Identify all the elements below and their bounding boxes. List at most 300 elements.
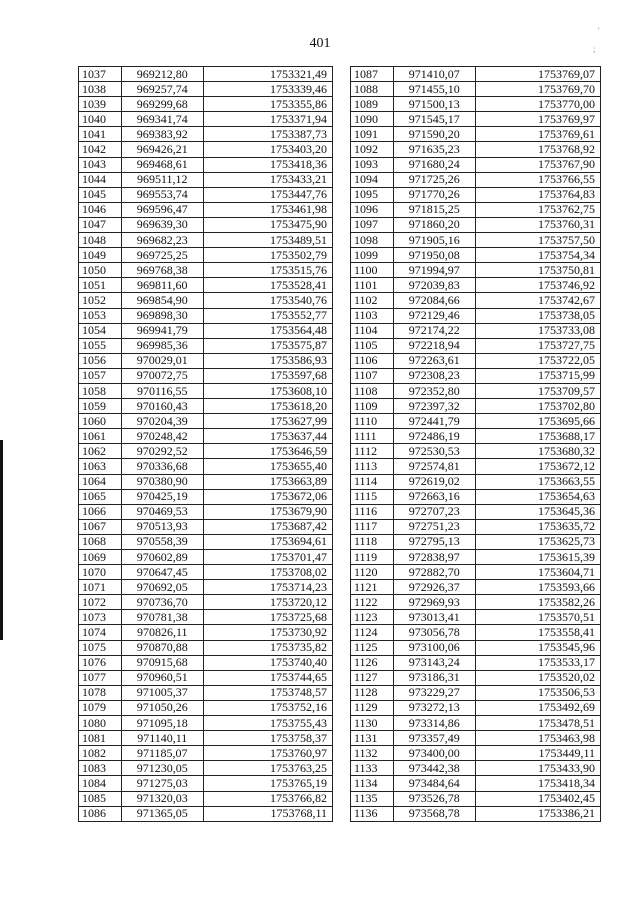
x-coordinate-cell: 971590,20	[393, 127, 475, 142]
x-coordinate-cell: 972397,32	[393, 399, 475, 414]
x-coordinate-cell: 971950,08	[393, 248, 475, 263]
y-coordinate-cell: 1753727,75	[475, 338, 600, 353]
table-row	[79, 383, 333, 398]
point-number-cell: 1070	[79, 565, 122, 580]
table-row	[79, 761, 333, 776]
y-coordinate-cell: 1753575,87	[203, 338, 332, 353]
y-coordinate-cell: 1753463,98	[475, 731, 600, 746]
table-row	[79, 550, 333, 565]
table-row	[79, 670, 333, 685]
point-number-cell: 1046	[79, 202, 122, 217]
point-number-cell: 1131	[351, 731, 394, 746]
y-coordinate-cell: 1753461,98	[203, 202, 332, 217]
table-row	[351, 791, 601, 806]
table-row	[351, 640, 601, 655]
table-row	[79, 504, 333, 519]
table-row	[79, 776, 333, 791]
point-number-cell: 1086	[79, 806, 122, 821]
y-coordinate-cell: 1753355,86	[203, 97, 332, 112]
x-coordinate-cell: 970915,68	[121, 655, 203, 670]
y-coordinate-cell: 1753768,92	[475, 142, 600, 157]
x-coordinate-cell: 971994,97	[393, 263, 475, 278]
point-number-cell: 1121	[351, 580, 394, 595]
point-number-cell: 1045	[79, 187, 122, 202]
x-coordinate-cell: 969639,30	[121, 217, 203, 232]
point-number-cell: 1075	[79, 640, 122, 655]
y-coordinate-cell: 1753687,42	[203, 519, 332, 534]
x-coordinate-cell: 971230,05	[121, 761, 203, 776]
x-coordinate-cell: 969768,38	[121, 263, 203, 278]
y-coordinate-cell: 1753720,12	[203, 595, 332, 610]
table-row	[351, 127, 601, 142]
point-number-cell: 1099	[351, 248, 394, 263]
y-coordinate-cell: 1753533,17	[475, 655, 600, 670]
y-coordinate-cell: 1753604,71	[475, 565, 600, 580]
point-number-cell: 1128	[351, 685, 394, 700]
point-number-cell: 1106	[351, 353, 394, 368]
point-number-cell: 1103	[351, 308, 394, 323]
y-coordinate-cell: 1753593,66	[475, 580, 600, 595]
table-row	[351, 700, 601, 715]
x-coordinate-cell: 969468,61	[121, 157, 203, 172]
table-row	[351, 263, 601, 278]
y-coordinate-cell: 1753766,55	[475, 172, 600, 187]
table-row	[351, 534, 601, 549]
x-coordinate-cell: 972129,46	[393, 308, 475, 323]
point-number-cell: 1062	[79, 444, 122, 459]
table-row	[79, 248, 333, 263]
table-row	[351, 731, 601, 746]
point-number-cell: 1116	[351, 504, 394, 519]
x-coordinate-cell: 971545,17	[393, 112, 475, 127]
table-row	[351, 82, 601, 97]
x-coordinate-cell: 969299,68	[121, 97, 203, 112]
y-coordinate-cell: 1753709,57	[475, 383, 600, 398]
point-number-cell: 1060	[79, 414, 122, 429]
y-coordinate-cell: 1753645,36	[475, 504, 600, 519]
table-row	[79, 278, 333, 293]
y-coordinate-cell: 1753770,00	[475, 97, 600, 112]
point-number-cell: 1073	[79, 610, 122, 625]
table-row	[79, 534, 333, 549]
x-coordinate-cell: 970960,51	[121, 670, 203, 685]
x-coordinate-cell: 972218,94	[393, 338, 475, 353]
x-coordinate-cell: 969985,36	[121, 338, 203, 353]
point-number-cell: 1084	[79, 776, 122, 791]
point-number-cell: 1129	[351, 700, 394, 715]
table-row	[79, 323, 333, 338]
y-coordinate-cell: 1753663,55	[475, 474, 600, 489]
table-row	[79, 338, 333, 353]
y-coordinate-cell: 1753760,31	[475, 217, 600, 232]
y-coordinate-cell: 1753635,72	[475, 519, 600, 534]
x-coordinate-cell: 972308,23	[393, 368, 475, 383]
y-coordinate-cell: 1753769,97	[475, 112, 600, 127]
point-number-cell: 1053	[79, 308, 122, 323]
x-coordinate-cell: 972882,70	[393, 565, 475, 580]
x-coordinate-cell: 970513,93	[121, 519, 203, 534]
x-coordinate-cell: 969854,90	[121, 293, 203, 308]
point-number-cell: 1043	[79, 157, 122, 172]
y-coordinate-cell: 1753570,51	[475, 610, 600, 625]
x-coordinate-cell: 973568,78	[393, 806, 475, 821]
table-row	[351, 248, 601, 263]
y-coordinate-cell: 1753730,92	[203, 625, 332, 640]
point-number-cell: 1068	[79, 534, 122, 549]
table-row	[79, 293, 333, 308]
point-number-cell: 1088	[351, 82, 394, 97]
y-coordinate-cell: 1753750,81	[475, 263, 600, 278]
y-coordinate-cell: 1753748,57	[203, 685, 332, 700]
y-coordinate-cell: 1753528,41	[203, 278, 332, 293]
y-coordinate-cell: 1753758,37	[203, 731, 332, 746]
y-coordinate-cell: 1753733,08	[475, 323, 600, 338]
point-number-cell: 1136	[351, 806, 394, 821]
x-coordinate-cell: 972486,19	[393, 429, 475, 444]
point-number-cell: 1076	[79, 655, 122, 670]
y-coordinate-cell: 1753637,44	[203, 429, 332, 444]
y-coordinate-cell: 1753680,32	[475, 444, 600, 459]
table-row	[351, 157, 601, 172]
point-number-cell: 1085	[79, 791, 122, 806]
table-row	[79, 519, 333, 534]
x-coordinate-cell: 971680,24	[393, 157, 475, 172]
table-row	[351, 519, 601, 534]
x-coordinate-cell: 972039,83	[393, 278, 475, 293]
point-number-cell: 1061	[79, 429, 122, 444]
table-row	[351, 187, 601, 202]
point-number-cell: 1058	[79, 383, 122, 398]
table-row	[79, 233, 333, 248]
y-coordinate-cell: 1753433,21	[203, 172, 332, 187]
x-coordinate-cell: 973229,27	[393, 685, 475, 700]
point-number-cell: 1077	[79, 670, 122, 685]
x-coordinate-cell: 970204,39	[121, 414, 203, 429]
point-number-cell: 1078	[79, 685, 122, 700]
table-row	[351, 368, 601, 383]
point-number-cell: 1069	[79, 550, 122, 565]
y-coordinate-cell: 1753766,82	[203, 791, 332, 806]
x-coordinate-cell: 973013,41	[393, 610, 475, 625]
table-row	[79, 157, 333, 172]
point-number-cell: 1126	[351, 655, 394, 670]
table-row	[351, 429, 601, 444]
table-row	[351, 625, 601, 640]
y-coordinate-cell: 1753768,11	[203, 806, 332, 821]
table-row	[351, 338, 601, 353]
x-coordinate-cell: 969383,92	[121, 127, 203, 142]
x-coordinate-cell: 972530,53	[393, 444, 475, 459]
y-coordinate-cell: 1753702,80	[475, 399, 600, 414]
table-row	[79, 791, 333, 806]
x-coordinate-cell: 969212,80	[121, 67, 203, 82]
table-row	[79, 429, 333, 444]
x-coordinate-cell: 973484,64	[393, 776, 475, 791]
x-coordinate-cell: 970602,89	[121, 550, 203, 565]
table-row	[351, 293, 601, 308]
table-row	[79, 97, 333, 112]
point-number-cell: 1087	[351, 67, 394, 82]
y-coordinate-cell: 1753763,25	[203, 761, 332, 776]
point-number-cell: 1118	[351, 534, 394, 549]
table-row	[79, 414, 333, 429]
x-coordinate-cell: 972174,22	[393, 323, 475, 338]
x-coordinate-cell: 970380,90	[121, 474, 203, 489]
x-coordinate-cell: 970336,68	[121, 459, 203, 474]
y-coordinate-cell: 1753608,10	[203, 383, 332, 398]
y-coordinate-cell: 1753586,93	[203, 353, 332, 368]
point-number-cell: 1120	[351, 565, 394, 580]
y-coordinate-cell: 1753679,90	[203, 504, 332, 519]
table-row	[351, 716, 601, 731]
table-row	[79, 716, 333, 731]
point-number-cell: 1110	[351, 414, 394, 429]
y-coordinate-cell: 1753746,92	[475, 278, 600, 293]
x-coordinate-cell: 970072,75	[121, 368, 203, 383]
x-coordinate-cell: 971770,26	[393, 187, 475, 202]
table-row	[79, 112, 333, 127]
table-row	[79, 700, 333, 715]
point-number-cell: 1134	[351, 776, 394, 791]
x-coordinate-cell: 971725,26	[393, 172, 475, 187]
y-coordinate-cell: 1753735,82	[203, 640, 332, 655]
point-number-cell: 1100	[351, 263, 394, 278]
x-coordinate-cell: 973357,49	[393, 731, 475, 746]
point-number-cell: 1041	[79, 127, 122, 142]
point-number-cell: 1048	[79, 233, 122, 248]
table-row	[351, 414, 601, 429]
y-coordinate-cell: 1753752,16	[203, 700, 332, 715]
table-row	[351, 233, 601, 248]
coordinates-table-left	[78, 66, 333, 822]
point-number-cell: 1072	[79, 595, 122, 610]
y-coordinate-cell: 1753475,90	[203, 217, 332, 232]
table-row	[79, 127, 333, 142]
y-coordinate-cell: 1753738,05	[475, 308, 600, 323]
point-number-cell: 1113	[351, 459, 394, 474]
table-row	[351, 323, 601, 338]
point-number-cell: 1125	[351, 640, 394, 655]
scan-speck: ;	[593, 44, 596, 54]
y-coordinate-cell: 1753725,68	[203, 610, 332, 625]
x-coordinate-cell: 973526,78	[393, 791, 475, 806]
point-number-cell: 1115	[351, 489, 394, 504]
x-coordinate-cell: 970736,70	[121, 595, 203, 610]
point-number-cell: 1119	[351, 550, 394, 565]
y-coordinate-cell: 1753506,53	[475, 685, 600, 700]
table-row	[79, 444, 333, 459]
x-coordinate-cell: 970425,19	[121, 489, 203, 504]
table-row	[79, 595, 333, 610]
y-coordinate-cell: 1753694,61	[203, 534, 332, 549]
table-row	[351, 489, 601, 504]
y-coordinate-cell: 1753755,43	[203, 716, 332, 731]
y-coordinate-cell: 1753418,36	[203, 157, 332, 172]
table-row	[79, 806, 333, 821]
x-coordinate-cell: 969725,25	[121, 248, 203, 263]
y-coordinate-cell: 1753663,89	[203, 474, 332, 489]
y-coordinate-cell: 1753339,46	[203, 82, 332, 97]
point-number-cell: 1098	[351, 233, 394, 248]
x-coordinate-cell: 971455,10	[393, 82, 475, 97]
y-coordinate-cell: 1753765,19	[203, 776, 332, 791]
table-row	[351, 670, 601, 685]
point-number-cell: 1132	[351, 746, 394, 761]
point-number-cell: 1074	[79, 625, 122, 640]
table-row	[79, 565, 333, 580]
x-coordinate-cell: 971050,26	[121, 700, 203, 715]
x-coordinate-cell: 972352,80	[393, 383, 475, 398]
x-coordinate-cell: 969682,23	[121, 233, 203, 248]
y-coordinate-cell: 1753386,21	[475, 806, 600, 821]
table-row	[351, 550, 601, 565]
point-number-cell: 1097	[351, 217, 394, 232]
table-row	[79, 746, 333, 761]
point-number-cell: 1135	[351, 791, 394, 806]
table-row	[351, 217, 601, 232]
point-number-cell: 1054	[79, 323, 122, 338]
x-coordinate-cell: 972926,37	[393, 580, 475, 595]
x-coordinate-cell: 969511,12	[121, 172, 203, 187]
point-number-cell: 1114	[351, 474, 394, 489]
y-coordinate-cell: 1753564,48	[203, 323, 332, 338]
table-row	[79, 67, 333, 82]
y-coordinate-cell: 1753760,97	[203, 746, 332, 761]
y-coordinate-cell: 1753708,02	[203, 565, 332, 580]
y-coordinate-cell: 1753769,61	[475, 127, 600, 142]
table-row	[351, 610, 601, 625]
table-row	[79, 142, 333, 157]
table-row	[79, 625, 333, 640]
y-coordinate-cell: 1753672,06	[203, 489, 332, 504]
point-number-cell: 1108	[351, 383, 394, 398]
table-row	[351, 172, 601, 187]
y-coordinate-cell: 1753627,99	[203, 414, 332, 429]
table-row	[351, 202, 601, 217]
table-row	[351, 142, 601, 157]
point-number-cell: 1117	[351, 519, 394, 534]
point-number-cell: 1104	[351, 323, 394, 338]
page-number: 401	[309, 36, 331, 51]
x-coordinate-cell: 969341,74	[121, 112, 203, 127]
x-coordinate-cell: 971815,25	[393, 202, 475, 217]
table-row	[351, 806, 601, 821]
x-coordinate-cell: 973272,13	[393, 700, 475, 715]
table-row	[351, 474, 601, 489]
x-coordinate-cell: 970781,38	[121, 610, 203, 625]
x-coordinate-cell: 973100,06	[393, 640, 475, 655]
point-number-cell: 1109	[351, 399, 394, 414]
y-coordinate-cell: 1753402,45	[475, 791, 600, 806]
y-coordinate-cell: 1753744,65	[203, 670, 332, 685]
y-coordinate-cell: 1753540,76	[203, 293, 332, 308]
y-coordinate-cell: 1753447,76	[203, 187, 332, 202]
x-coordinate-cell: 973186,31	[393, 670, 475, 685]
point-number-cell: 1051	[79, 278, 122, 293]
point-number-cell: 1096	[351, 202, 394, 217]
y-coordinate-cell: 1753654,63	[475, 489, 600, 504]
point-number-cell: 1080	[79, 716, 122, 731]
x-coordinate-cell: 972969,93	[393, 595, 475, 610]
point-number-cell: 1101	[351, 278, 394, 293]
table-row	[351, 459, 601, 474]
point-number-cell: 1089	[351, 97, 394, 112]
table-row	[351, 504, 601, 519]
table-row	[79, 489, 333, 504]
x-coordinate-cell: 971320,03	[121, 791, 203, 806]
y-coordinate-cell: 1753625,73	[475, 534, 600, 549]
table-row	[351, 353, 601, 368]
x-coordinate-cell: 970029,01	[121, 353, 203, 368]
point-number-cell: 1130	[351, 716, 394, 731]
table-row	[351, 685, 601, 700]
y-coordinate-cell: 1753701,47	[203, 550, 332, 565]
x-coordinate-cell: 970292,52	[121, 444, 203, 459]
point-number-cell: 1107	[351, 368, 394, 383]
table-row	[351, 444, 601, 459]
table-row	[79, 368, 333, 383]
table-row	[351, 97, 601, 112]
table-row	[351, 746, 601, 761]
x-coordinate-cell: 971905,16	[393, 233, 475, 248]
x-coordinate-cell: 972263,61	[393, 353, 475, 368]
y-coordinate-cell: 1753618,20	[203, 399, 332, 414]
x-coordinate-cell: 969426,21	[121, 142, 203, 157]
point-number-cell: 1067	[79, 519, 122, 534]
table-row	[351, 595, 601, 610]
x-coordinate-cell: 970692,05	[121, 580, 203, 595]
point-number-cell: 1038	[79, 82, 122, 97]
x-coordinate-cell: 971410,07	[393, 67, 475, 82]
x-coordinate-cell: 972441,79	[393, 414, 475, 429]
y-coordinate-cell: 1753722,05	[475, 353, 600, 368]
table-row	[351, 383, 601, 398]
x-coordinate-cell: 971365,05	[121, 806, 203, 821]
point-number-cell: 1042	[79, 142, 122, 157]
point-number-cell: 1071	[79, 580, 122, 595]
table-row	[351, 399, 601, 414]
x-coordinate-cell: 971635,23	[393, 142, 475, 157]
y-coordinate-cell: 1753515,76	[203, 263, 332, 278]
y-coordinate-cell: 1753371,94	[203, 112, 332, 127]
point-number-cell: 1044	[79, 172, 122, 187]
point-number-cell: 1079	[79, 700, 122, 715]
y-coordinate-cell: 1753740,40	[203, 655, 332, 670]
x-coordinate-cell: 972707,23	[393, 504, 475, 519]
x-coordinate-cell: 973143,24	[393, 655, 475, 670]
table-row	[351, 761, 601, 776]
y-coordinate-cell: 1753502,79	[203, 248, 332, 263]
x-coordinate-cell: 972084,66	[393, 293, 475, 308]
x-coordinate-cell: 973056,78	[393, 625, 475, 640]
table-row	[351, 565, 601, 580]
y-coordinate-cell: 1753545,96	[475, 640, 600, 655]
point-number-cell: 1050	[79, 263, 122, 278]
x-coordinate-cell: 971005,37	[121, 685, 203, 700]
x-coordinate-cell: 971275,03	[121, 776, 203, 791]
table-row	[351, 278, 601, 293]
y-coordinate-cell: 1753387,73	[203, 127, 332, 142]
table-row	[351, 308, 601, 323]
y-coordinate-cell: 1753764,83	[475, 187, 600, 202]
point-number-cell: 1081	[79, 731, 122, 746]
y-coordinate-cell: 1753757,50	[475, 233, 600, 248]
point-number-cell: 1092	[351, 142, 394, 157]
x-coordinate-cell: 971185,07	[121, 746, 203, 761]
point-number-cell: 1094	[351, 172, 394, 187]
y-coordinate-cell: 1753418,34	[475, 776, 600, 791]
point-number-cell: 1105	[351, 338, 394, 353]
